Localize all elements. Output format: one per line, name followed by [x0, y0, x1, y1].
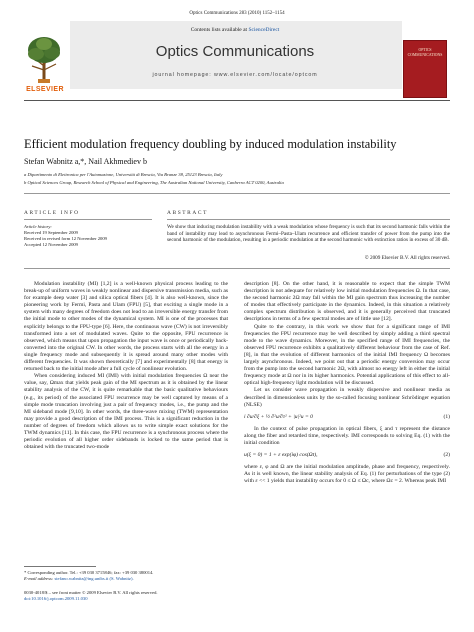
journal-homepage[interactable]: journal homepage: www.elsevier.com/locate/optcom: [152, 72, 318, 78]
equation-2: [244, 452, 450, 459]
equation-1: [244, 414, 450, 421]
publisher-name: ELSEVIER: [26, 86, 64, 93]
equation-2-number: (2): [443, 452, 450, 459]
body-right-column: [244, 281, 450, 485]
article-info-rule: [24, 219, 152, 220]
body-paragraph-6: In the context of pulse propagation in optical fibers, ξ and τ represent the distance along the fiber and retarded time, respectively. IMI corresponds to solving Eq. (1) with the initial condition: [244, 425, 450, 446]
doi-link[interactable]: doi:10.1016/j.optcom.2009.11.030: [24, 596, 88, 602]
history-label: Article history:: [24, 224, 52, 229]
body-paragraph-5: Let us consider wave propagation in weakly dispersive and nonlinear media as described in dimensionless units by the so-called focusing nonlinear Schrödinger equation (NLSE): [244, 387, 450, 408]
body-paragraph-3: description [8]. On the other hand, it is reasonable to expect that the simple TWM description is not adequate for relatively low initial modulation frequencies Ω. In that case, the second harmonic 2Ω may fall within the MI gain spectrum thus increasing the number of modes that effectively participate in the dynamics. Indeed, in this situation a relatively complex spectrum distribution is observed, and it is generally perceived that truncated descriptions in terms of a few spectral modes are of little use [12].: [244, 281, 450, 323]
body-left-column: [24, 281, 228, 451]
body-paragraph-1: Modulation instability (MI) [1,2] is a well-known physical process leading to the break-up of uniform waves in weakly nonlinear and dispersive transmission media, such as for example deep water [3] and silica optical fibers [4]. It is also well-known, since the pioneering work by Fermi, Pasta and Ulam (FPU) [5], that exciting a single mode in a system with many degrees of freedom does not lead to an irreversible energy transfer from the initial mode to other modes of the dynamical system. MI is one of the processes that explicitly belongs to the FPU-type [6]. Here, the continuous wave (CW) is not irreversibly transformed into a set of modulated waves. Quite to the opposite, FPU recurrence is observed, which means that upon propagation the input wave is once or periodically back-converted into the original CW. In other words, the process starts with all the energy in a single frequency mode and subsequently it is spread around many other modes with different frequencies. It was shown theoretically [7] and experimentally [8] that energy is returned back to the initial mode after a full cycle of nonlinear evolution.: [24, 281, 228, 373]
email-label: E-mail address:: [24, 576, 54, 582]
equation-1-formula: i ∂u/∂ξ + ½ ∂²u/∂τ² + |u|²u = 0: [244, 413, 313, 420]
affiliation-a: a Dipartimento di Elettronica per l'Automazione, Università di Brescia, Via Branze 38, 25123 Brescia, Italy: [24, 172, 223, 177]
sciencedirect-link[interactable]: ScienceDirect: [248, 27, 280, 33]
header-divider: [24, 100, 450, 101]
email-line: [24, 576, 228, 582]
journal-cover-text: OPTICS COMMUNICATIONS: [407, 48, 443, 57]
abstract-heading: ABSTRACT: [167, 210, 208, 216]
article-history: [24, 224, 154, 248]
corresponding-author-note: * Corresponding author. Tel.: +39 030 3715846; fax: +39 030 380014.: [24, 570, 154, 575]
equation-2-formula: u(ξ = 0) = 1 + ε exp(iφ) cos(Ωt),: [244, 452, 318, 459]
elsevier-tree-logo: [24, 34, 64, 84]
email-link[interactable]: stefano.wabnitz@ing.unibs.it (S. Wabnitz).: [54, 576, 134, 582]
body-paragraph-4: Quite to the contrary, in this work we show that for a significant range of IMI frequencies the FPU recurrence may be well described by simply adding a third spectral mode to the wave dynamics. Moreover, in the specified range of IMI frequencies, the observed FPU recurrence exhibits a qualitatively different behaviour from the case of Ref. [8], in that the evolution of different harmonics of the initial IMI frequency Ω becomes largely asynchronous. Indeed, we point out that a periodic energy conversion may occur from the pump into the second harmonic 2Ω, with almost no energy left in either the initial frequency mode at Ω nor in its higher harmonics. Potential applications of this effect to all-optical high-frequency light modulation will be discussed.: [244, 323, 450, 387]
journal-title: Optics Communications: [155, 43, 315, 60]
front-matter: [24, 590, 228, 602]
body-paragraph-7: where ε, φ and Ω are the initial modulation amplitude, phase and frequency, respectively. As it is well known, the linear stability analysis of Eq. (1) for perturbations of the type (2) with ε << 1 yields that instability occurs for 0 ≤ Ω ≤ Ωc, where Ωc = 2. Whereas peak IMI: [244, 464, 450, 485]
abstract-divider: [24, 268, 450, 269]
affiliation-divider: [24, 193, 450, 194]
issn-line: 0030-4018/$ – see front matter © 2009 Elsevier B.V. All rights reserved.: [24, 590, 158, 595]
contents-prefix: Contents lists available at: [190, 27, 248, 33]
affiliation-b: b Optical Sciences Group, Research School of Physical and Engineering, The Australian National University, Canberra ACT 0200, Australia: [24, 180, 284, 185]
history-revised: Received in revised form 12 November 2009: [24, 236, 107, 242]
article-info-heading: ARTICLE INFO: [24, 210, 80, 216]
history-received: Received 19 September 2009: [24, 230, 78, 236]
article-authors: Stefan Wabnitz a,*, Nail Akhmediev b: [24, 157, 147, 166]
abstract-copyright: © 2009 Elsevier B.V. All rights reserved.: [364, 255, 450, 261]
footnote-rule: [24, 566, 96, 567]
article-title: Efficient modulation frequency doubling by induced modulation instability: [24, 137, 397, 151]
abstract-rule: [167, 219, 450, 220]
abstract-text: We show that inducing modulation instability with a weak modulation whose frequency is such that its second harmonic falls within the band of instability may lead to asynchronous Fermi–Pasta–Ulam recurrence and efficient transfer of power from the pump into the second harmonic of the modulation, resulting in a periodic modulation at the second harmonic with extinction ratios in excess of 30 dB.: [167, 224, 450, 244]
equation-1-number: (1): [443, 413, 450, 420]
contents-line: [120, 27, 350, 33]
history-accepted: Accepted 12 November 2009: [24, 242, 78, 248]
journal-citation: Optics Communications 283 (2010) 1152–1154: [189, 11, 285, 16]
body-paragraph-2: When considering induced MI (IMI) with initial modulation frequencies Ω near the value, say, Ωmax that yields peak gain of the MI spectrum as it is obtained by the linear stability analysis of the CW, it is quite remarkable that the basic qualitative behaviours (e.g., its period) of the associated FPU recurrence may be well captured by means of a simple mode truncation involving just a pair of frequency modes, i.e., the pump and the MI sideband mode [9,10]. In other words, the three-wave mixing (TWM) representation may provide a good description of the IMI process. This is a significant reduction in the number of degrees of freedom which allows us to write simple exact solutions for the TWM dynamics [11]. In this case, the FPU recurrence is a synchronous process where the periodic evolution of all higher order sidebands is locked to the same period that is obtained with the truncated two-mode: [24, 373, 228, 451]
footnote: [24, 570, 228, 582]
